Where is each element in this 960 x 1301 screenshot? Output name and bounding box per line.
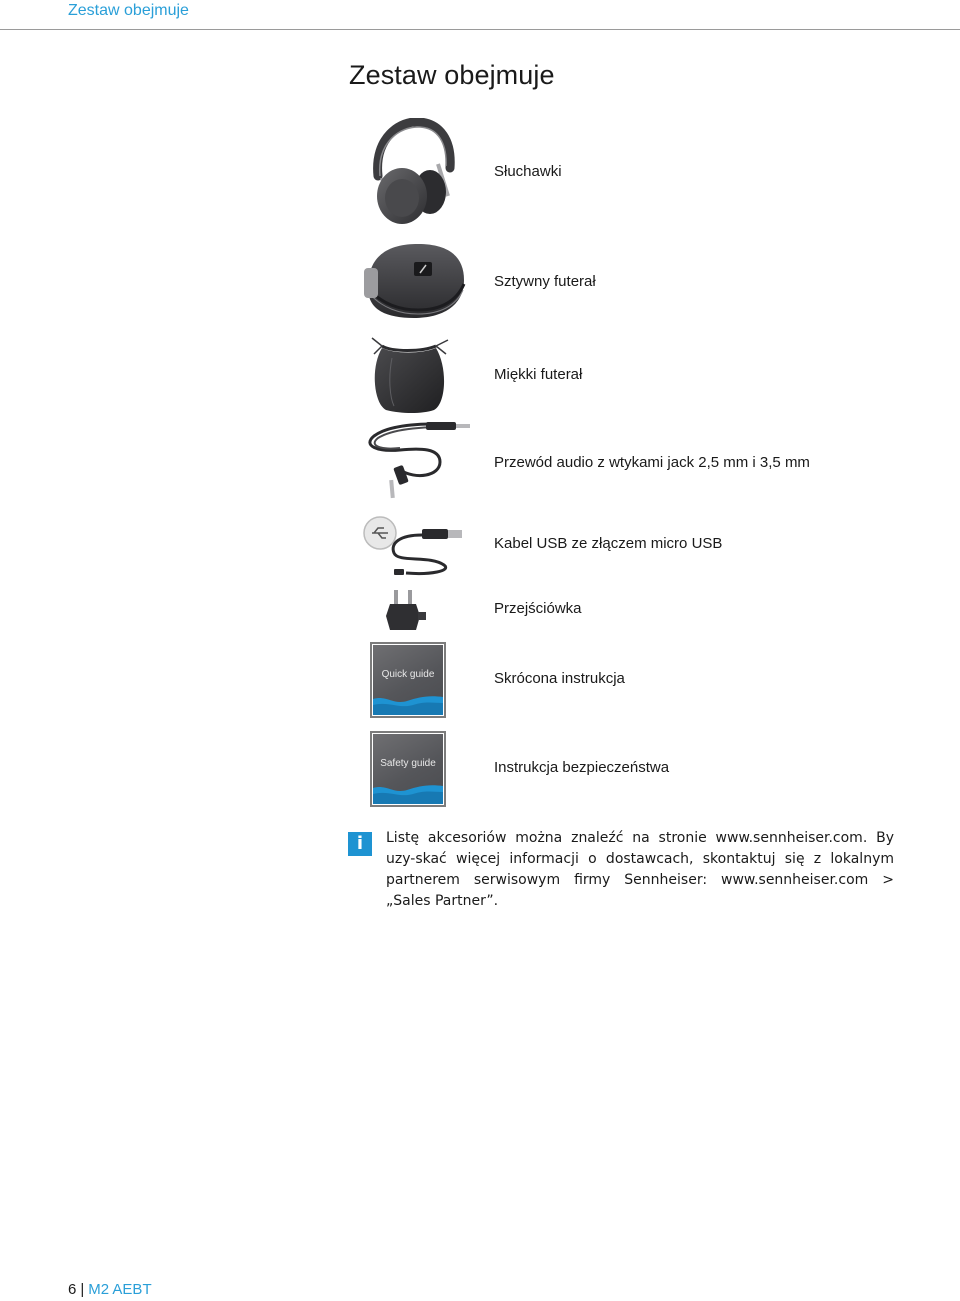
item-label-safety-guide: Instrukcja bezpieczeństwa <box>494 759 670 776</box>
usb-cable-icon <box>360 515 472 585</box>
hard-case-icon <box>360 240 472 325</box>
list-item-quick-guide <box>360 642 920 717</box>
item-label-headphones: Słuchawki <box>494 163 562 180</box>
page-title: Zestaw obejmuje <box>349 60 555 90</box>
soft-pouch-icon <box>360 334 460 416</box>
running-header-title: Zestaw obejmuje <box>68 2 189 19</box>
headphones-icon <box>360 118 460 228</box>
info-icon: i <box>348 832 372 856</box>
list-item-headphones <box>360 118 920 228</box>
footer-separator: | <box>80 1281 85 1298</box>
list-item-adapter <box>360 586 920 636</box>
list-item-soft-pouch <box>360 334 920 416</box>
list-item-hard-case <box>360 240 920 325</box>
item-label-hard-case: Sztywny futerał <box>494 273 596 290</box>
item-label-audio-cable: Przewód audio z wtykami jack 2,5 mm i 3,5 mm <box>494 454 810 471</box>
page-number: 6 <box>68 1281 77 1298</box>
guide-wave-graphic <box>373 734 443 804</box>
quick-guide-icon <box>370 642 446 718</box>
quick-guide-card-text: Quick guide <box>381 669 435 680</box>
list-item-audio-cable <box>360 418 920 504</box>
footer-model-name: M2 AEBT <box>88 1281 152 1298</box>
header-divider <box>0 29 960 30</box>
audio-cable-icon <box>360 418 472 504</box>
info-note-text: Listę akcesoriów można znaleźć na stronie www.sennheiser.com. By uzy-skać więcej informacji o dostawcach, skontaktuj się z lokalnym partnerem serwisowym firmy Sennheiser: www.sennheiser.com > „Sales Partner”. <box>386 830 894 909</box>
item-label-soft-pouch: Miękki futerał <box>494 366 583 383</box>
page-footer <box>68 1281 152 1298</box>
item-label-usb-cable: Kabel USB ze złączem micro USB <box>494 535 723 552</box>
safety-guide-icon <box>370 731 446 807</box>
airplane-adapter-icon <box>360 586 472 636</box>
item-label-quick-guide: Skrócona instrukcja <box>494 670 625 687</box>
list-item-usb-cable <box>360 515 920 585</box>
guide-wave-graphic <box>373 645 443 715</box>
running-header <box>0 0 960 30</box>
list-item-safety-guide <box>360 731 920 806</box>
item-label-adapter: Przejściówka <box>494 600 582 617</box>
safety-guide-card-text: Safety guide <box>380 758 436 769</box>
